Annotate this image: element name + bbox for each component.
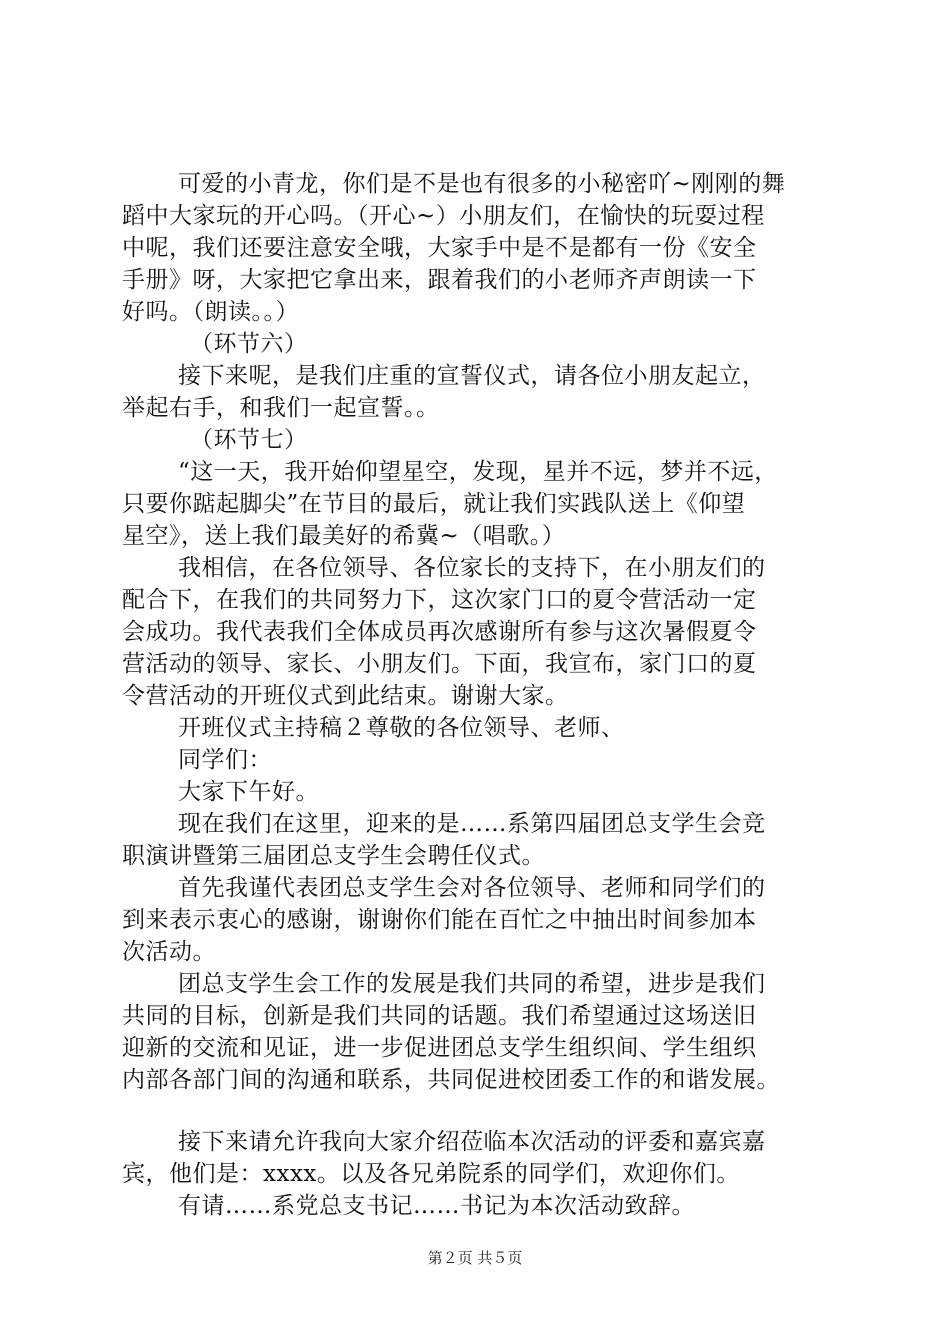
text-line: 宾，他们是：xxxx。以及各兄弟院系的同学们，欢迎你们。: [122, 1161, 740, 1187]
text-line: 接下来请允许我向大家介绍莅临本次活动的评委和嘉宾嘉: [178, 1129, 766, 1155]
text-line: 星空》，送上我们最美好的希冀~（唱歌。）: [122, 523, 566, 549]
text-line: 共同的目标，创新是我们共同的话题。我们希望通过这场送旧: [122, 1003, 757, 1029]
text-line: 好吗。（朗读。。）: [122, 299, 299, 325]
text-line: 次活动。: [122, 939, 216, 965]
text-line: 只要你踮起脚尖”在节目的最后，就让我们实践队送上《仰望: [122, 491, 746, 517]
text-line: 手册》呀，大家把它拿出来，跟着我们的小老师齐声朗读一下: [122, 267, 757, 293]
text-line: 有请……系党总支书记……书记为本次活动致辞。: [178, 1193, 695, 1219]
text-line: 令营活动的开班仪式到此结束。谢谢大家。: [122, 683, 569, 709]
paragraph-spacer: [122, 1096, 840, 1126]
text-line: 营活动的领导、家长、小朋友们。下面，我宣布，家门口的夏: [122, 651, 757, 677]
text-line: “这一天，我开始仰望星空，发现，星并不远，梦并不远，: [178, 459, 778, 485]
text-line: 中呢，我们还要注意安全哦，大家手中是不是都有一份《安全: [122, 235, 757, 261]
text-line: 配合下，在我们的共同努力下，这次家门口的夏令营活动一定: [122, 587, 757, 613]
text-line: 现在我们在这里，迎来的是……系第四届团总支学生会竞: [178, 811, 766, 837]
document-body: [122, 168, 840, 1222]
text-line: 举起右手，和我们一起宣誓。。: [122, 395, 440, 421]
page-number-footer: 第２页 共５页: [427, 1249, 523, 1267]
text-line: 会成功。我代表我们全体成员再次感谢所有参与这次暑假夏令: [122, 619, 757, 645]
text-line: 大家下午好。: [178, 779, 319, 805]
text-line: 接下来呢，是我们庄重的宣誓仪式，请各位小朋友起立，: [178, 363, 766, 389]
text-line: 职演讲暨第三届团总支学生会聘任仪式。: [122, 843, 545, 869]
text-line: 蹈中大家玩的开心吗。（开心~）小朋友们，在愉快的玩耍过程: [122, 203, 765, 229]
text-line: 内部各部门间的沟通和联系，共同促进校团委工作的和谐发展。: [122, 1067, 780, 1093]
text-line: 我相信，在各位领导、各位家长的支持下，在小朋友们的: [178, 555, 766, 581]
text-line: 团总支学生会工作的发展是我们共同的希望，进步是我们: [178, 971, 766, 997]
section-heading: （环节七）: [190, 427, 308, 453]
text-line: 开班仪式主持稿２尊敬的各位领导、老师、: [178, 715, 625, 741]
text-line: 到来表示衷心的感谢，谢谢你们能在百忙之中抽出时间参加本: [122, 907, 757, 933]
section-heading: （环节六）: [190, 331, 308, 357]
text-line: 首先我谨代表团总支学生会对各位领导、老师和同学们的: [178, 875, 766, 901]
text-line: 迎新的交流和见证，进一步促进团总支学生组织间、学生组织: [122, 1035, 757, 1061]
text-line: 同学们：: [178, 747, 272, 773]
text-line: 可爱的小青龙，你们是不是也有很多的小秘密吖~刚刚的舞: [178, 171, 786, 197]
